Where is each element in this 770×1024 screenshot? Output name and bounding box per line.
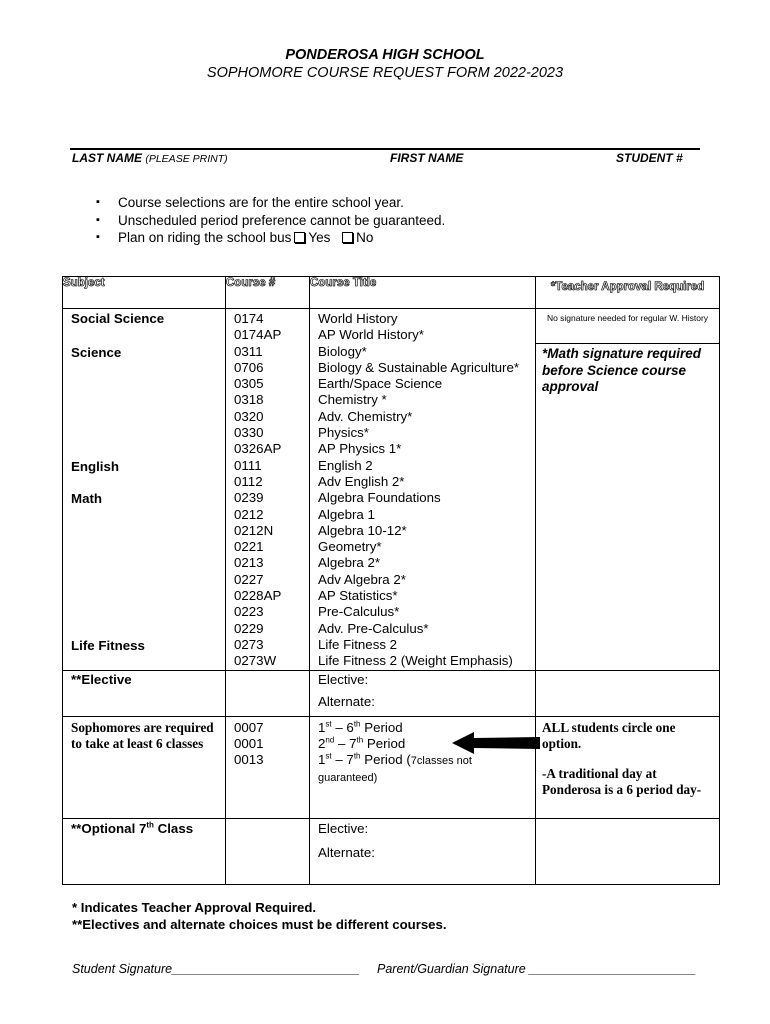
traditional-day-note: -A traditional day at Ponderosa is a 6 period day- xyxy=(542,765,702,797)
period-option-1-7[interactable]: 1st – 7th Period (7classes not guaranteed) xyxy=(318,751,472,785)
period-option-2-7[interactable]: 2nd – 7th Period xyxy=(318,735,406,751)
course-code: 0174AP xyxy=(234,327,282,343)
course-title[interactable]: Earth/Space Science xyxy=(318,376,443,392)
course-title[interactable]: Algebra 1 xyxy=(318,506,375,522)
course-title[interactable]: Biology* xyxy=(318,343,367,359)
parent-signature-line[interactable]: Parent/Guardian Signature ________________________ xyxy=(377,962,697,976)
course-code: 0228AP xyxy=(234,588,282,604)
bus-no-label: No xyxy=(356,230,374,245)
course-title[interactable]: Adv English 2* xyxy=(318,473,405,489)
subject-english: English xyxy=(71,458,120,474)
course-code: 0229 xyxy=(234,620,264,636)
subject-math: Math xyxy=(71,491,103,507)
row-social-science xyxy=(63,309,720,344)
period-code: 0001 xyxy=(234,735,264,751)
last-name-hint: (PLEASE PRINT) xyxy=(145,153,228,165)
row-math xyxy=(63,490,720,637)
history-signature-note: No signature needed for regular W. History xyxy=(546,313,709,323)
instructions-list xyxy=(96,194,445,247)
course-code: 0227 xyxy=(234,571,264,587)
form-title: SOPHOMORE COURSE REQUEST FORM 2022-2023 xyxy=(206,65,564,81)
course-title[interactable]: AP World History* xyxy=(318,327,424,343)
elective-field[interactable]: Elective: xyxy=(318,671,369,687)
math-signature-note: *Math signature required before Science course approval xyxy=(542,346,702,395)
instruction-item-bus xyxy=(96,229,445,247)
course-title[interactable]: Adv Algebra 2* xyxy=(318,571,406,587)
header-subject: Subject xyxy=(63,277,226,309)
course-code: 0330 xyxy=(234,425,264,441)
period-code: 0013 xyxy=(234,752,264,768)
student-signature-line[interactable]: Student Signature___________________________ xyxy=(72,962,360,976)
subject-life-fitness: Life Fitness xyxy=(71,637,145,653)
course-code: 0212N xyxy=(234,522,274,538)
table-header-row xyxy=(63,277,720,309)
course-code: 0318 xyxy=(234,392,264,408)
course-code: 0273 xyxy=(234,636,264,652)
optional-alternate-field[interactable]: Alternate: xyxy=(318,844,375,860)
header-teacher-approval: *Teacher Approval Required xyxy=(536,277,720,309)
bus-yes-checkbox[interactable] xyxy=(294,232,305,243)
row-periods xyxy=(63,716,720,818)
course-code: 0239 xyxy=(234,490,264,506)
course-table xyxy=(62,276,720,885)
sophomore-requirement-note: Sophomores are required to take at least 6 classes xyxy=(71,719,214,751)
subject-optional-seventh: **Optional 7th Class xyxy=(71,820,194,836)
course-title[interactable]: Physics* xyxy=(318,425,369,441)
course-title[interactable]: Pre-Calculus* xyxy=(318,604,400,620)
row-elective xyxy=(63,670,720,716)
course-title[interactable]: Chemistry * xyxy=(318,392,387,408)
alternate-field[interactable]: Alternate: xyxy=(318,693,375,709)
course-title[interactable]: World History xyxy=(318,311,398,326)
course-code: 0326AP xyxy=(234,441,282,457)
name-entry-line[interactable] xyxy=(70,148,700,150)
row-english xyxy=(63,458,720,491)
row-optional-seventh xyxy=(63,818,720,884)
student-number-label: STUDENT # xyxy=(616,151,683,165)
course-code: 0213 xyxy=(234,555,264,571)
bus-yes-label: Yes xyxy=(308,230,331,245)
subject-social-science: Social Science xyxy=(71,311,165,326)
course-code: 0223 xyxy=(234,604,264,620)
row-science xyxy=(63,344,720,458)
course-code: 0311 xyxy=(234,343,263,359)
subject-elective: **Elective xyxy=(71,671,132,687)
course-title[interactable]: Adv. Chemistry* xyxy=(318,408,413,424)
course-title[interactable]: English 2 xyxy=(318,457,373,473)
course-code: 0174 xyxy=(234,311,264,326)
course-title[interactable]: Geometry* xyxy=(318,539,382,555)
course-title[interactable]: Biology & Sustainable Agriculture* xyxy=(318,359,520,375)
course-title[interactable]: Life Fitness 2 xyxy=(318,636,398,652)
course-code: 0112 xyxy=(234,473,263,489)
header-course-number: Course # xyxy=(226,277,310,309)
school-name: PONDEROSA HIGH SCHOOL xyxy=(285,47,485,63)
arrow-left-icon xyxy=(452,732,542,754)
course-code: 0221 xyxy=(234,539,264,555)
course-code: 0111 xyxy=(234,457,262,473)
bus-question: Plan on riding the school bus xyxy=(118,230,292,245)
circle-option-note: ALL students circle one option. xyxy=(542,719,676,751)
course-code: 0305 xyxy=(234,376,264,392)
seven-class-note: 7classes not guaranteed) xyxy=(318,755,472,785)
course-title[interactable]: AP Statistics* xyxy=(318,588,398,604)
course-code: 0320 xyxy=(234,408,264,424)
course-code: 0273W xyxy=(234,653,277,669)
instruction-item: ▪ Course selections are for the entire school year. xyxy=(96,194,445,212)
last-name-text: LAST NAME xyxy=(72,151,142,165)
optional-elective-field[interactable]: Elective: xyxy=(318,820,369,836)
last-name-label xyxy=(72,151,228,165)
instruction-item: ▪ Unscheduled period preference cannot be guaranteed. xyxy=(96,212,445,230)
elective-footnote: **Electives and alternate choices must be different courses. xyxy=(72,917,447,932)
row-life-fitness xyxy=(63,637,720,670)
subject-science: Science xyxy=(71,344,122,360)
header-course-title: Course Title xyxy=(310,277,536,309)
course-title[interactable]: Algebra 10-12* xyxy=(318,522,407,538)
course-title[interactable]: Algebra Foundations xyxy=(318,490,441,506)
course-title[interactable]: Algebra 2* xyxy=(318,555,381,571)
bus-no-checkbox[interactable] xyxy=(342,232,353,243)
period-code: 0007 xyxy=(234,719,264,735)
course-title[interactable]: Adv. Pre-Calculus* xyxy=(318,620,429,636)
first-name-label: FIRST NAME xyxy=(390,151,464,165)
period-option-1-6[interactable]: 1st – 6th Period xyxy=(318,719,403,735)
approval-footnote: * Indicates Teacher Approval Required. xyxy=(72,900,317,915)
course-title[interactable]: AP Physics 1* xyxy=(318,441,402,457)
course-code: 0212 xyxy=(234,506,264,522)
course-code: 0706 xyxy=(234,359,264,375)
course-title[interactable]: Life Fitness 2 (Weight Emphasis) xyxy=(318,653,513,669)
